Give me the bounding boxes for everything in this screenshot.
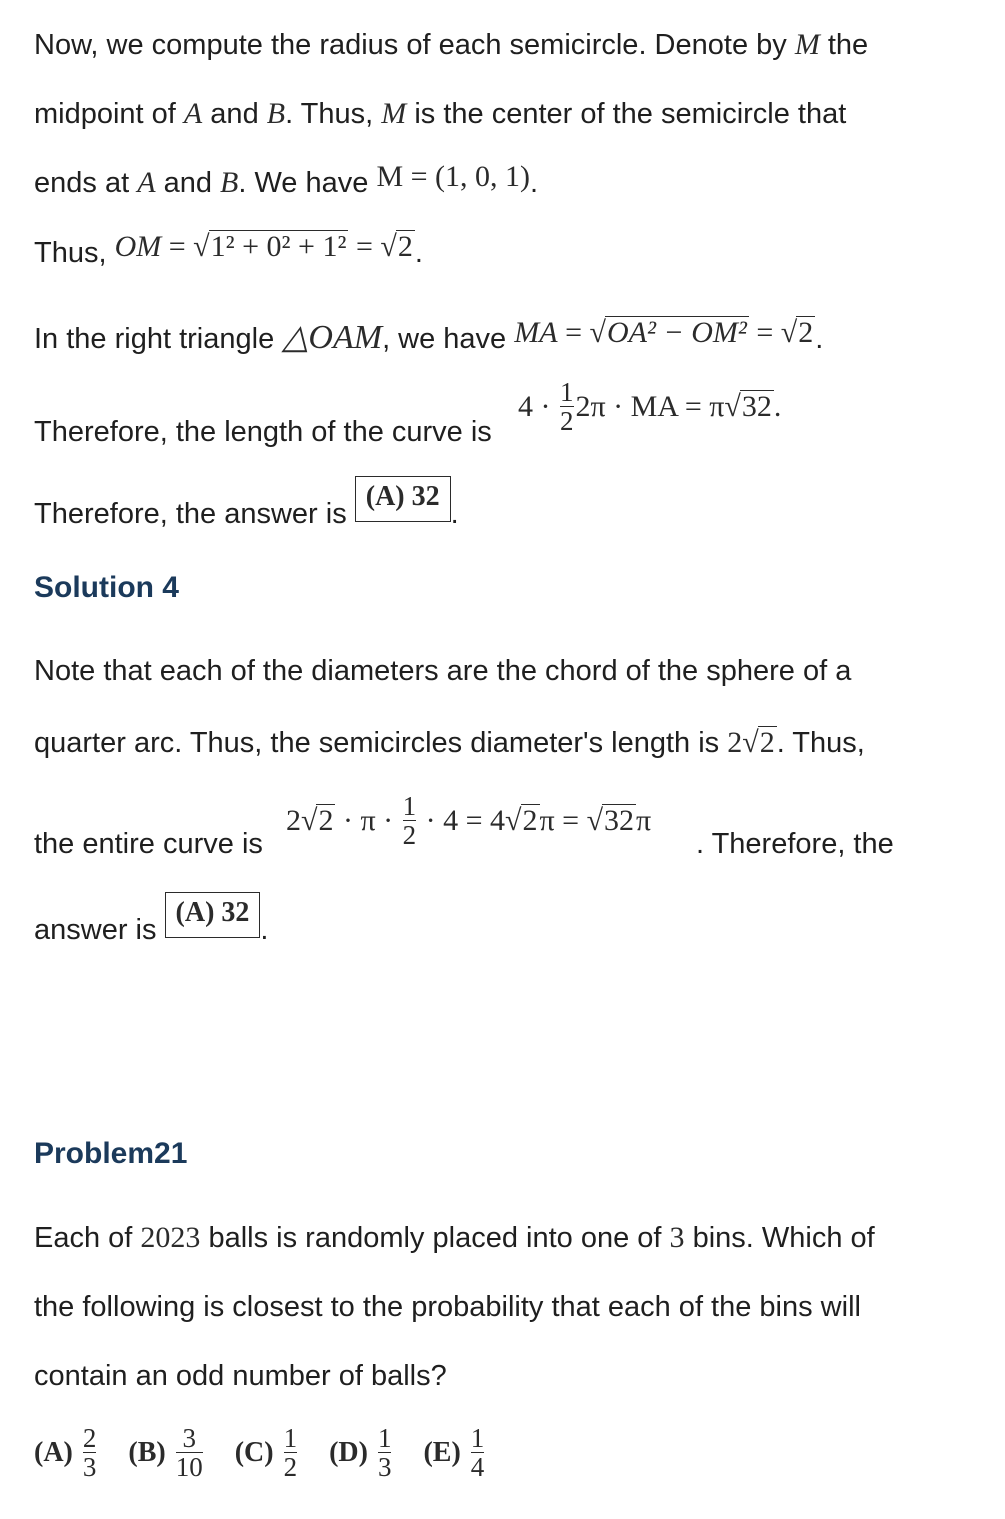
math-var: A: [137, 166, 156, 199]
text: Thus,: [34, 237, 115, 269]
choice-label: (D): [329, 1436, 368, 1468]
fraction-numerator: 1: [377, 1423, 392, 1453]
text: Therefore, the answer is: [34, 498, 355, 530]
radicand: 32: [741, 389, 772, 423]
paragraph-line: . Therefore, the: [696, 828, 894, 860]
fraction-denominator: 2: [283, 1452, 298, 1483]
text: midpoint of: [34, 98, 184, 130]
math-expression: · 4 = 4: [418, 803, 506, 837]
fraction-denominator: 2: [402, 820, 417, 851]
math-var: MA: [514, 316, 558, 349]
fraction: [560, 378, 574, 436]
math-expression: M = (1, 0, 1): [376, 160, 531, 193]
text: balls is randomly placed into one of: [200, 1222, 670, 1254]
text: and: [202, 98, 267, 130]
radicand: 2: [397, 230, 413, 263]
paragraph-line: [34, 726, 865, 759]
fraction: [284, 1424, 298, 1482]
text: the entire curve is: [34, 828, 263, 860]
text: ends at: [34, 167, 138, 199]
math-expression: 2π · MA = π: [575, 389, 725, 423]
text: answer is: [34, 914, 165, 946]
radicand: OA² − OM²: [606, 316, 747, 349]
paragraph-line: [34, 418, 492, 447]
sqrt-icon: √2: [505, 803, 538, 837]
fraction: [471, 1424, 485, 1482]
fraction-denominator: 3: [82, 1452, 97, 1483]
text: .: [260, 914, 269, 946]
text: . We have: [238, 167, 377, 199]
fraction-denominator: 10: [175, 1452, 203, 1483]
text: the: [819, 29, 869, 61]
math-var: B: [266, 97, 286, 130]
text: In the right triangle: [34, 323, 283, 355]
sqrt-icon: √32: [724, 389, 772, 423]
text: Each of: [34, 1222, 141, 1254]
sqrt-icon: √2: [301, 803, 334, 837]
math-number: 2: [286, 803, 301, 837]
radicand: 2: [522, 803, 538, 837]
paragraph-line: [34, 160, 539, 199]
paragraph-line: contain an odd number of balls?: [34, 1360, 447, 1392]
text: .: [414, 237, 423, 269]
answer-choices: [34, 1424, 516, 1482]
math-number: 2023: [140, 1221, 201, 1254]
choice-label: (C): [234, 1436, 274, 1468]
fraction: [83, 1424, 97, 1482]
math-op: =: [348, 230, 381, 263]
paragraph-line: [34, 481, 459, 540]
math-op: =: [161, 230, 194, 263]
radicand: 32: [604, 803, 635, 837]
radicand: 2: [798, 316, 814, 349]
text: quarter arc. Thus, the semicircles diameter's length is: [34, 727, 728, 759]
section-heading: Solution 4: [34, 571, 179, 604]
choice-e[interactable]: [423, 1424, 486, 1482]
fraction-numerator: 1: [560, 377, 574, 407]
sqrt-icon: √OA² − OM²: [589, 316, 747, 349]
text: and: [155, 167, 221, 199]
choice-a[interactable]: [34, 1424, 98, 1482]
math-op: =: [748, 316, 781, 349]
text: , we have: [382, 323, 515, 355]
fraction-numerator: 1: [402, 791, 417, 821]
math-var: M: [794, 28, 820, 61]
math-number: 3: [669, 1221, 685, 1254]
sqrt-icon: √2: [780, 316, 814, 349]
text: bins. Which of: [684, 1222, 875, 1254]
fraction-denominator: 4: [470, 1452, 485, 1483]
section-heading: Problem21: [34, 1137, 188, 1170]
sqrt-icon: √1² + 0² + 1²: [193, 230, 347, 263]
radicand: 1² + 0² + 1²: [210, 230, 347, 263]
sqrt-icon: √32: [586, 803, 635, 837]
fraction-numerator: 1: [283, 1423, 298, 1453]
math-var: M: [381, 97, 407, 130]
math-symbol: π: [636, 803, 652, 837]
radicand: 2: [759, 726, 775, 759]
math-var: OM: [114, 230, 162, 263]
math-display: [518, 378, 781, 436]
choice-label: (E): [423, 1436, 461, 1468]
math-var: B: [220, 166, 239, 199]
sqrt-icon: √2: [742, 726, 775, 759]
fraction-numerator: 3: [182, 1423, 196, 1453]
choice-c[interactable]: [235, 1424, 299, 1482]
paragraph-line: [34, 1223, 875, 1253]
math-op: · π ·: [335, 803, 401, 837]
text: .: [530, 167, 539, 199]
text: is the center of the semicircle that: [406, 98, 847, 130]
fraction: [176, 1424, 203, 1482]
choice-b[interactable]: [128, 1424, 204, 1482]
text: Now, we compute the radius of each semicircle. Denote by: [34, 29, 795, 61]
math-var: A: [183, 97, 203, 130]
text: .: [773, 389, 782, 423]
fraction-numerator: 2: [82, 1423, 97, 1453]
paragraph-line: Note that each of the diameters are the chord of the sphere of a: [34, 655, 852, 687]
radicand: 2: [318, 803, 334, 837]
math-expression: π =: [539, 803, 587, 837]
triangle-expression: △OAM: [282, 319, 383, 356]
math-number: 2: [727, 726, 743, 759]
fraction: [403, 792, 417, 850]
paragraph-line: the following is closest to the probability that each of the bins will: [34, 1291, 861, 1323]
fraction-denominator: 2: [560, 406, 574, 437]
text: Therefore, the length of the curve is: [34, 416, 492, 448]
fraction: [378, 1424, 392, 1482]
choice-label: (B): [128, 1436, 166, 1468]
sqrt-icon: √2: [380, 230, 413, 263]
text: . Thus,: [285, 98, 382, 130]
text: . Thus,: [776, 727, 865, 759]
answer-box: (A) 32: [355, 476, 451, 522]
math-op: =: [557, 316, 590, 349]
fraction-numerator: 1: [470, 1423, 485, 1453]
paragraph-line: [34, 230, 423, 269]
paragraph-line: [34, 99, 846, 129]
paragraph-line: [34, 316, 824, 356]
paragraph-line: [34, 830, 263, 859]
answer-box: (A) 32: [165, 892, 261, 938]
math-display: [286, 792, 651, 850]
text: .: [450, 498, 459, 530]
paragraph-line: [34, 30, 868, 60]
choice-label: (A): [34, 1436, 73, 1468]
paragraph-line: [34, 897, 269, 956]
choice-d[interactable]: [329, 1424, 393, 1482]
math-op: 4 ·: [518, 389, 558, 423]
text: .: [815, 323, 824, 355]
fraction-denominator: 3: [377, 1452, 392, 1483]
